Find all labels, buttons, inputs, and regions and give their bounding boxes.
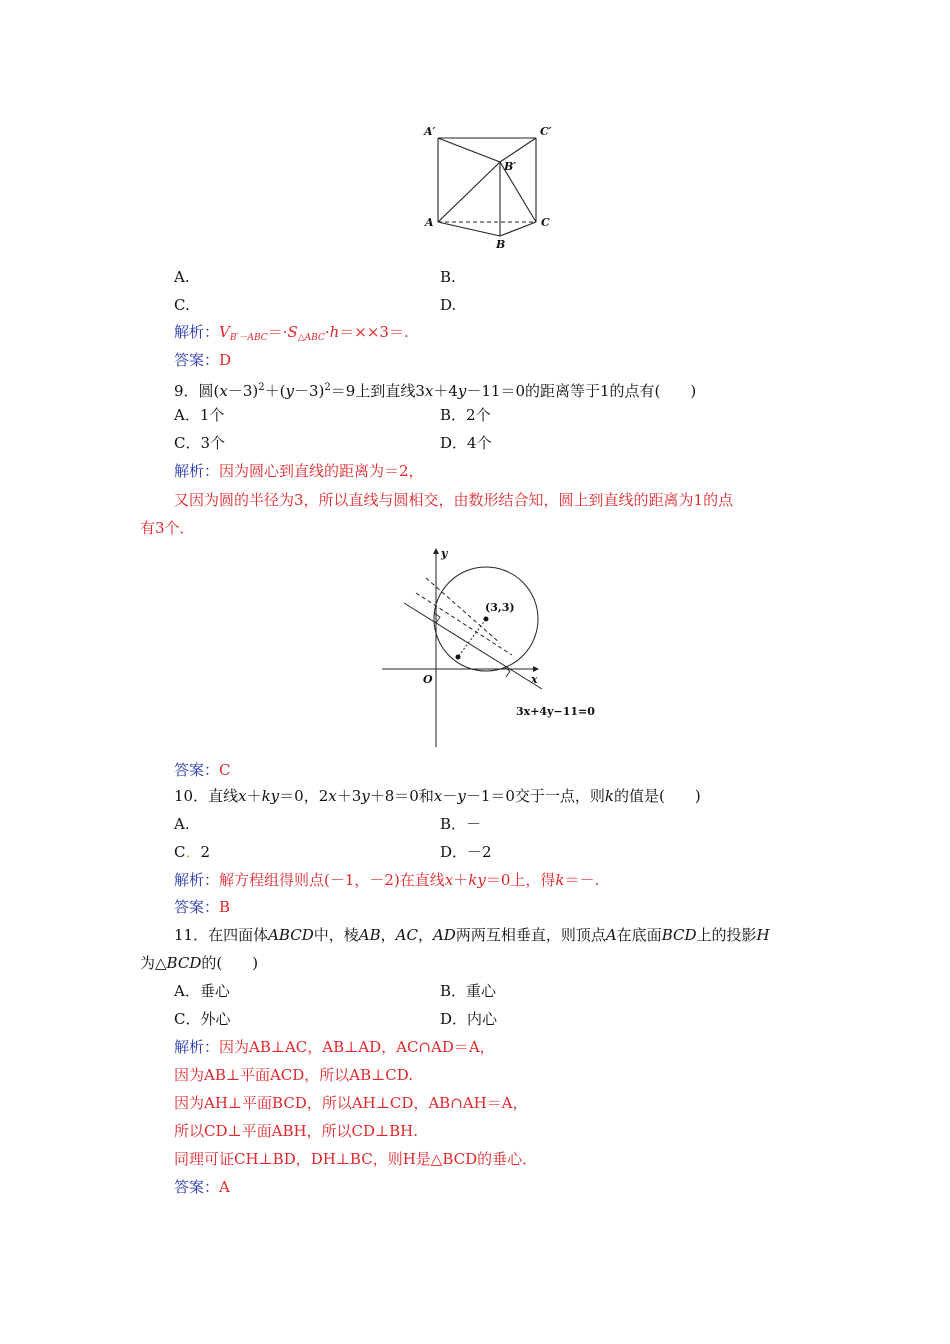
q8-analysis-v: V — [219, 323, 230, 341]
q11-ad: AD — [432, 926, 456, 944]
q11-analysis-r3: 因为AH⊥平面BCD，所以AH⊥CD，AB∩AH＝A， — [174, 1094, 528, 1112]
q10-x1: x — [238, 787, 247, 805]
q11-stem-line1 — [174, 925, 770, 945]
q10-s5: － — [442, 787, 458, 805]
q11-bcd: BCD — [661, 926, 697, 944]
label-c-prime: C′ — [540, 125, 552, 138]
q9-stem-e: ＋4 — [433, 382, 458, 400]
q8-analysis-dot: · — [324, 323, 330, 341]
q10-x3: x — [433, 787, 443, 805]
q9-analysis-line3: 有3个． — [140, 519, 195, 537]
q8-answer-value: D — [219, 351, 232, 369]
label-b: B — [496, 238, 506, 251]
circle-line-figure — [378, 543, 608, 749]
q11-s2: 中，棱 — [313, 926, 359, 944]
label-a-prime: A′ — [424, 125, 436, 138]
q8-option-b: B. — [440, 268, 456, 286]
q11-option-a: A．垂心 — [174, 982, 230, 1000]
q11-analysis-r2: 因为AB⊥平面ACD，所以AB⊥CD. — [174, 1066, 413, 1084]
q11-line2-pre: 为△ — [140, 954, 167, 972]
q10-option-b: B．－ — [440, 815, 482, 833]
q9-stem-b: ＋( — [264, 382, 286, 400]
q10-option-c-prefix: C — [174, 843, 186, 861]
q11-analysis-label: 解析： — [174, 1038, 220, 1056]
q11-stem-line2 — [140, 953, 258, 973]
q10-answer-label: 答案： — [174, 898, 220, 916]
q11-abcd: ABCD — [268, 926, 314, 944]
figure-line-label: 3x+4y−11=0 — [516, 705, 595, 718]
q10-stem-pre: 10．直线 — [174, 787, 239, 805]
q8-analysis-h: h — [329, 323, 340, 341]
q11-h: H — [756, 926, 770, 944]
q8-option-a: A. — [174, 268, 190, 286]
q9-option-b: B．2个 — [440, 406, 491, 424]
q11-option-c: C．外心 — [174, 1010, 231, 1028]
q9-square-1: 2 — [258, 382, 265, 393]
q10-stem — [174, 786, 701, 806]
q11-s7: 上的投影 — [696, 926, 757, 944]
q10-analysis-plus: ＋ — [453, 871, 469, 889]
q10-s6: －1＝0交于一点，则 — [465, 787, 605, 805]
q11-s6: 在底面 — [616, 926, 662, 944]
q10-s7: 的值是( ) — [614, 787, 701, 805]
q11-s5: 两两互相垂直，则顶点 — [455, 926, 606, 944]
q11-ac: AC — [395, 926, 418, 944]
q10-s2: ＝0，2 — [279, 787, 329, 805]
q10-option-a: A. — [174, 815, 190, 833]
q11-a: A — [605, 926, 617, 944]
q11-analysis — [174, 1037, 495, 1057]
q10-ky: ky — [261, 787, 280, 805]
q9-stem-d: ＝9上到直线3 — [330, 382, 425, 400]
figure-y-axis-label: y — [441, 547, 448, 560]
prism-figure — [420, 118, 560, 258]
figure-x-axis-label: x — [531, 673, 538, 686]
q9-var-x2: x — [424, 382, 434, 400]
q9-analysis — [174, 461, 424, 481]
q11-analysis-r5: 同理可证CH⊥BD，DH⊥BC，则H是△BCD的垂心． — [174, 1150, 538, 1168]
q9-stem — [174, 378, 696, 401]
q9-analysis-line1: 因为圆心到直线的距离为＝2， — [219, 462, 424, 480]
q8-analysis-s: S — [287, 323, 298, 341]
q8-analysis-s-sub: △ABC — [297, 333, 325, 343]
q10-analysis-k: k — [555, 871, 565, 889]
q9-analysis-line2: 又因为圆的半径为3，所以直线与圆相交，由数形结合知，圆上到直线的距离为1的点 — [174, 491, 734, 509]
q10-analysis — [174, 870, 599, 890]
q10-option-c-mark: ． — [185, 843, 201, 861]
q8-analysis-eq2: ＝××3＝. — [339, 323, 409, 341]
q9-stem-a: －3) — [227, 382, 259, 400]
q11-ab: AB — [358, 926, 381, 944]
q9-answer-value: C — [219, 761, 231, 779]
q10-s4: ＋8＝0和 — [369, 787, 434, 805]
q10-y2: y — [457, 787, 466, 805]
figure-origin-label: O — [423, 673, 433, 686]
q10-option-c-value: 2 — [200, 843, 211, 861]
q9-stem-c: －3) — [294, 382, 325, 400]
q10-option-d: D．－2 — [440, 843, 492, 861]
q9-var-y: y — [285, 382, 294, 400]
q9-analysis-label: 解析： — [174, 462, 220, 480]
label-c: C — [541, 216, 550, 229]
q9-answer-label: 答案： — [174, 761, 220, 779]
q9-option-a: A．1个 — [174, 406, 225, 424]
q10-x2: x — [328, 787, 337, 805]
q8-option-d: D. — [440, 296, 457, 314]
q11-answer — [174, 1177, 230, 1197]
q9-stem-f: －11＝0的距离等于1的点有( ) — [466, 382, 697, 400]
q10-answer — [174, 897, 230, 917]
q9-option-c: C．3个 — [174, 434, 226, 452]
q8-analysis-eq1: ＝· — [267, 323, 288, 341]
q11-line2-bcd: BCD — [166, 954, 202, 972]
q10-y1: y — [361, 787, 370, 805]
q9-var-y2: y — [457, 382, 467, 400]
q11-s1: 11．在四面体 — [174, 926, 269, 944]
figure-center-label: (3,3) — [485, 601, 515, 614]
q8-answer — [174, 350, 231, 370]
q10-s3: ＋3 — [336, 787, 362, 805]
q11-answer-value: A — [219, 1178, 230, 1196]
q11-s3: ， — [380, 926, 396, 944]
label-a: A — [425, 216, 434, 229]
label-b-prime: B′ — [504, 160, 517, 173]
q8-analysis-v-sub: B′－ABC — [229, 333, 268, 343]
q11-answer-label: 答案： — [174, 1178, 220, 1196]
q10-analysis-mid: ＝0上，得 — [485, 871, 556, 889]
q11-analysis-r4: 所以CD⊥平面ABH，所以CD⊥BH. — [174, 1122, 419, 1140]
q11-s4: ， — [417, 926, 433, 944]
q9-answer — [174, 760, 231, 780]
q10-k: k — [604, 787, 614, 805]
q10-answer-value: B — [219, 898, 231, 916]
q10-analysis-ky: ky — [468, 871, 486, 889]
q11-option-d: D．内心 — [440, 1010, 498, 1028]
q10-analysis-label: 解析： — [174, 871, 220, 889]
q11-analysis-r1: 因为AB⊥AC，AB⊥AD，AC∩AD＝A， — [219, 1038, 495, 1056]
q9-var-x: x — [219, 382, 228, 400]
q8-option-c: C. — [174, 296, 190, 314]
q11-line2-post: 的( ) — [201, 954, 259, 972]
q9-option-d: D．4个 — [440, 434, 492, 452]
q10-s1: ＋ — [246, 787, 262, 805]
q11-option-b: B．重心 — [440, 982, 497, 1000]
q9-stem-pre: 9．圆( — [174, 382, 220, 400]
q10-analysis-pre: 解方程组得则点(－1，－2)在直线 — [219, 871, 445, 889]
q10-analysis-x: x — [444, 871, 454, 889]
q10-analysis-end: ＝－. — [564, 871, 600, 889]
q8-analysis-label: 解析： — [174, 323, 220, 341]
q10-option-c — [174, 842, 210, 862]
q9-square-2: 2 — [324, 382, 331, 393]
q8-answer-label: 答案： — [174, 351, 220, 369]
q8-analysis — [174, 322, 409, 348]
